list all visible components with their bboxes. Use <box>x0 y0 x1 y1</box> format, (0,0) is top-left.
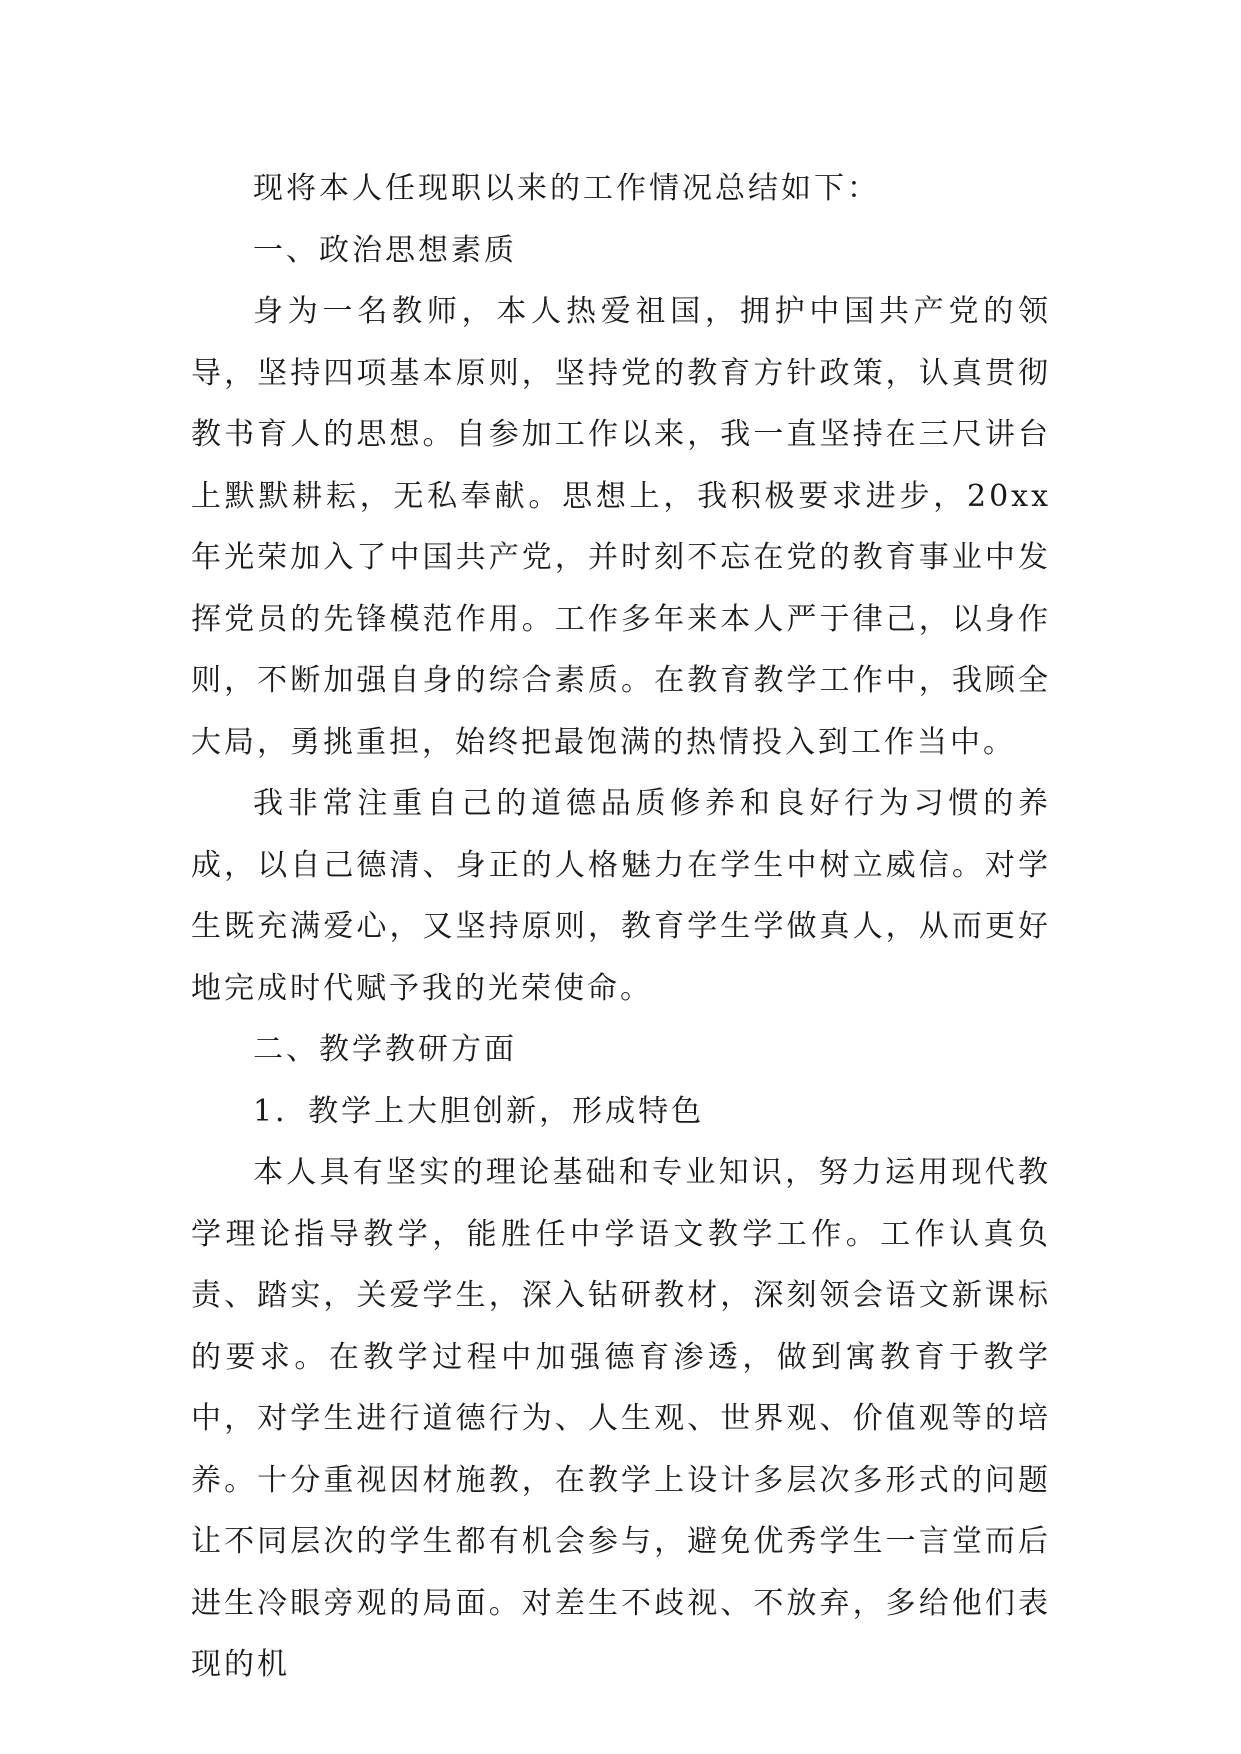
section-heading-political: 一、政治思想素质 <box>253 232 517 268</box>
paragraph-intro: 现将本人任现职以来的工作情况总结如下： <box>253 171 880 206</box>
document-body <box>191 158 1051 1696</box>
subsection-heading-innovation: 1．教学上大胆创新，形成特色 <box>253 1093 705 1129</box>
paragraph-political-2: 我非常注重自己的道德品质修养和良好行为习惯的养成，以自己德清、身正的人格魅力在学生中树立威信。对学生既充满爱心，又坚持原则，教育学生学做真人，从而更好地完成时代赋予我的光荣使命。 <box>191 786 1051 1006</box>
paragraph-teaching-1: 本人具有坚实的理论基础和专业知识，努力运用现代教学理论指导教学，能胜任中学语文教学工作。工作认真负责、踏实，关爱学生，深入钻研教材，深刻领会语文新课标的要求。在教学过程中加强德育渗透，做到寓教育于教学中，对学生进行道德行为、人生观、世界观、价值观等的培养。十分重视因材施教，在教学上设计多层次多形式的问题让不同层次的学生都有机会参与，避免优秀学生一言堂而后进生冷眼旁观的局面。对差生不歧视、不放弃，多给他们表现的机 <box>191 1155 1051 1682</box>
paragraph-political-1: 身为一名教师，本人热爱祖国，拥护中国共产党的领导，坚持四项基本原则，坚持党的教育方针政策，认真贯彻教书育人的思想。自参加工作以来，我一直坚持在三尺讲台上默默耕耘，无私奉献。思想上，我积极要求进步，20xx年光荣加入了中国共产党，并时刻不忘在党的教育事业中发挥党员的先锋模范作用。工作多年来本人严于律己，以身作则，不断加强自身的综合素质。在教育教学工作中，我顾全大局，勇挑重担，始终把最饱满的热情投入到工作当中。 <box>191 294 1051 760</box>
section-heading-teaching: 二、教学教研方面 <box>253 1032 517 1067</box>
